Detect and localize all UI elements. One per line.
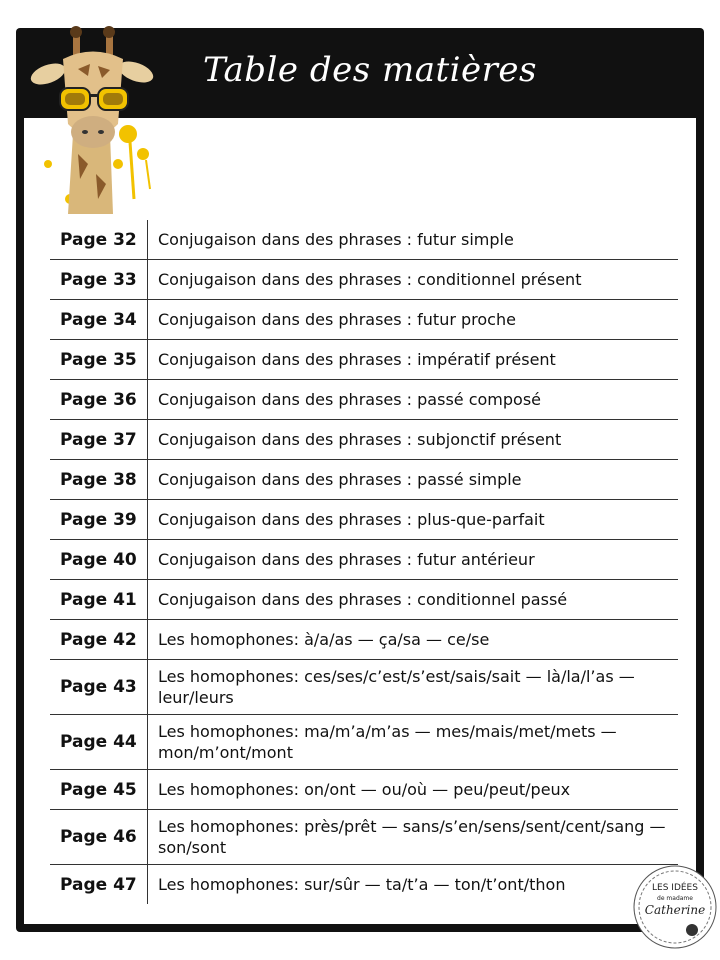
toc-row [50, 300, 678, 340]
toc-entry-text: Conjugaison dans des phrases : conditionnel présent [158, 270, 582, 289]
seal-text-name: Catherine [644, 903, 706, 917]
toc-entry-text: Conjugaison dans des phrases : impératif présent [158, 350, 556, 369]
toc-row [50, 220, 678, 260]
toc-row [50, 260, 678, 300]
toc-page-number: Page 35 [50, 340, 148, 379]
toc-entry-text: Conjugaison dans des phrases : passé composé [158, 390, 542, 409]
toc-page-number: Page 32 [50, 220, 148, 259]
toc-page-number: Page 38 [50, 460, 148, 499]
giraffe-icon [18, 14, 168, 214]
toc-row [50, 500, 678, 540]
toc-row [50, 865, 678, 904]
toc-row [50, 715, 678, 770]
toc-entry-text: Les homophones: près/prêt — sans/s’en/sens/sent/cent/sang — son/sont [158, 817, 666, 857]
toc-page-number: Page 44 [50, 715, 148, 769]
toc-entry-text: Conjugaison dans des phrases : futur proche [158, 310, 516, 329]
toc-row [50, 810, 678, 865]
toc-entry-text: Les homophones: on/ont — ou/où — peu/peut/peux [158, 780, 571, 799]
toc-row [50, 540, 678, 580]
toc-page-number: Page 40 [50, 540, 148, 579]
brand-seal-logo [632, 864, 718, 950]
toc-page-number: Page 42 [50, 620, 148, 659]
toc-entry-text: Les homophones: ces/ses/c’est/s’est/sais/sait — là/la/l’as — leur/leurs [158, 667, 635, 707]
toc-row [50, 420, 678, 460]
toc-page-number: Page 45 [50, 770, 148, 809]
toc-page-number: Page 34 [50, 300, 148, 339]
toc-row [50, 340, 678, 380]
toc-entry-text: Conjugaison dans des phrases : futur simple [158, 230, 514, 249]
toc-page-number: Page 41 [50, 580, 148, 619]
toc-page-number: Page 33 [50, 260, 148, 299]
seal-text-top: LES IDÉES [652, 883, 698, 893]
toc-entry-text: Conjugaison dans des phrases : plus-que-parfait [158, 510, 545, 529]
toc-page-number: Page 46 [50, 810, 148, 864]
toc-entry-text: Conjugaison dans des phrases : passé simple [158, 470, 522, 489]
toc-page-number: Page 37 [50, 420, 148, 459]
seal-text-mid: de madame [657, 895, 693, 902]
toc-row [50, 460, 678, 500]
toc-entry-text: Les homophones: ma/m’a/m’as — mes/mais/met/mets — mon/m’ont/mont [158, 722, 617, 762]
toc-row [50, 580, 678, 620]
toc-page-number: Page 36 [50, 380, 148, 419]
toc-entry-text: Conjugaison dans des phrases : conditionnel passé [158, 590, 568, 609]
toc-row [50, 770, 678, 810]
toc-row [50, 660, 678, 715]
toc-entry-text: Conjugaison dans des phrases : subjonctif présent [158, 430, 562, 449]
toc-page-number: Page 43 [50, 660, 148, 714]
toc-row [50, 380, 678, 420]
toc-page-number: Page 39 [50, 500, 148, 539]
table-of-contents [50, 220, 678, 904]
page-title: Table des matières [202, 50, 537, 90]
toc-entry-text: Les homophones: à/a/as — ça/sa — ce/se [158, 630, 490, 649]
toc-entry-text: Les homophones: sur/sûr — ta/t’a — ton/t’ont/thon [158, 875, 566, 894]
toc-entry-text: Conjugaison dans des phrases : futur antérieur [158, 550, 535, 569]
toc-page-number: Page 47 [50, 865, 148, 904]
toc-row [50, 620, 678, 660]
